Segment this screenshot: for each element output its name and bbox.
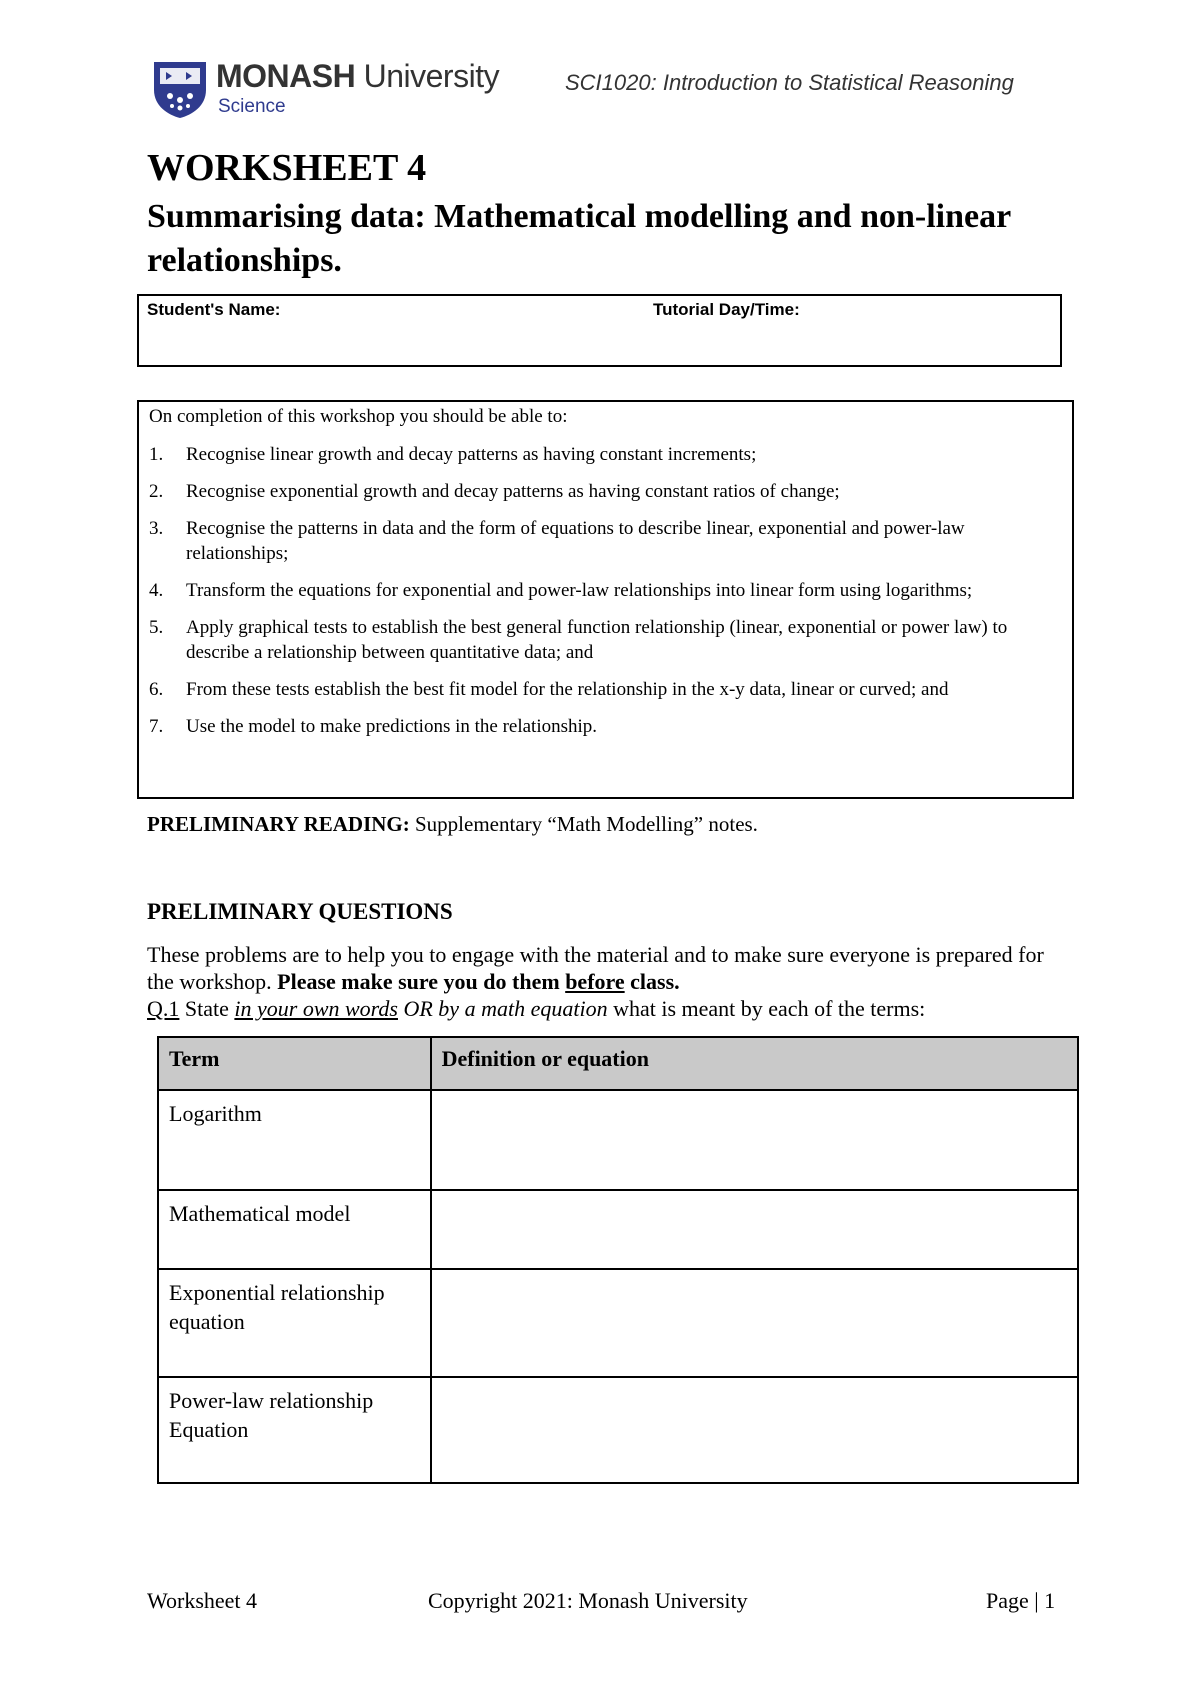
list-item: 4. Transform the equations for exponential and power-law relationships into linear form using logarithms; — [149, 580, 973, 601]
term-cell: Logarithm — [158, 1090, 431, 1190]
table-row — [158, 1377, 1078, 1483]
table-header-row — [158, 1037, 1078, 1090]
objectives-intro: On completion of this workshop you should be able to: — [149, 406, 568, 427]
monash-crest-icon — [152, 60, 208, 120]
terms-table — [157, 1036, 1079, 1484]
definition-cell[interactable] — [431, 1090, 1078, 1190]
definition-cell[interactable] — [431, 1190, 1078, 1269]
table-row — [158, 1269, 1078, 1377]
table-row — [158, 1190, 1078, 1269]
column-header-term: Term — [158, 1037, 431, 1090]
definition-cell[interactable] — [431, 1377, 1078, 1483]
list-item: 5. Apply graphical tests to establish the best general function relationship (linear, exponential or power law) to describe a relationship between quantitative data; and — [149, 617, 1008, 663]
term-cell: Mathematical model — [158, 1190, 431, 1269]
logo-wordmark: MONASH University — [216, 58, 500, 94]
learning-objectives-box — [137, 400, 1074, 799]
preliminary-reading: PRELIMINARY READING: Supplementary “Math Modelling” notes. — [147, 812, 758, 836]
worksheet-subtitle: Summarising data: Mathematical modelling and non-linear relationships. — [147, 198, 1011, 279]
footer-page-number: Page | 1 — [986, 1588, 1056, 1613]
list-item: 6. From these tests establish the best fit model for the relationship in the x-y data, linear or curved; and — [149, 679, 949, 700]
student-name-label: Student's Name: — [147, 300, 281, 319]
term-cell: Power-law relationship Equation — [158, 1377, 431, 1483]
list-item: 1. Recognise linear growth and decay patterns as having constant increments; — [149, 444, 757, 465]
list-item: 7. Use the model to make predictions in the relationship. — [149, 716, 598, 737]
worksheet-title: WORKSHEET 4 — [147, 147, 427, 189]
term-cell: Exponential relationship equation — [158, 1269, 431, 1377]
preliminary-intro: These problems are to help you to engage with the material and to make sure everyone is prepared for the workshop. Please make sure you do them before class. — [147, 942, 1044, 994]
footer-center: Copyright 2021: Monash University — [428, 1588, 748, 1613]
list-item: 2. Recognise exponential growth and decay patterns as having constant ratios of change; — [149, 481, 840, 502]
preliminary-questions-heading: PRELIMINARY QUESTIONS — [147, 899, 453, 924]
list-item: 3. Recognise the patterns in data and the form of equations to describe linear, exponential and power-law relationships; — [149, 518, 965, 564]
logo-faculty: Science — [218, 96, 286, 117]
monash-logo — [152, 60, 522, 122]
column-header-definition: Definition or equation — [431, 1037, 1078, 1090]
tutorial-time-label: Tutorial Day/Time: — [653, 300, 800, 319]
course-title: SCI1020: Introduction to Statistical Reasoning — [565, 70, 1014, 95]
table-row — [158, 1090, 1078, 1190]
definition-cell[interactable] — [431, 1269, 1078, 1377]
objectives-list — [149, 442, 1059, 751]
question-1: Q.1 State in your own words OR by a math equation what is meant by each of the terms: — [147, 996, 926, 1021]
student-info-box[interactable] — [137, 294, 1062, 367]
footer-left: Worksheet 4 — [147, 1588, 258, 1613]
